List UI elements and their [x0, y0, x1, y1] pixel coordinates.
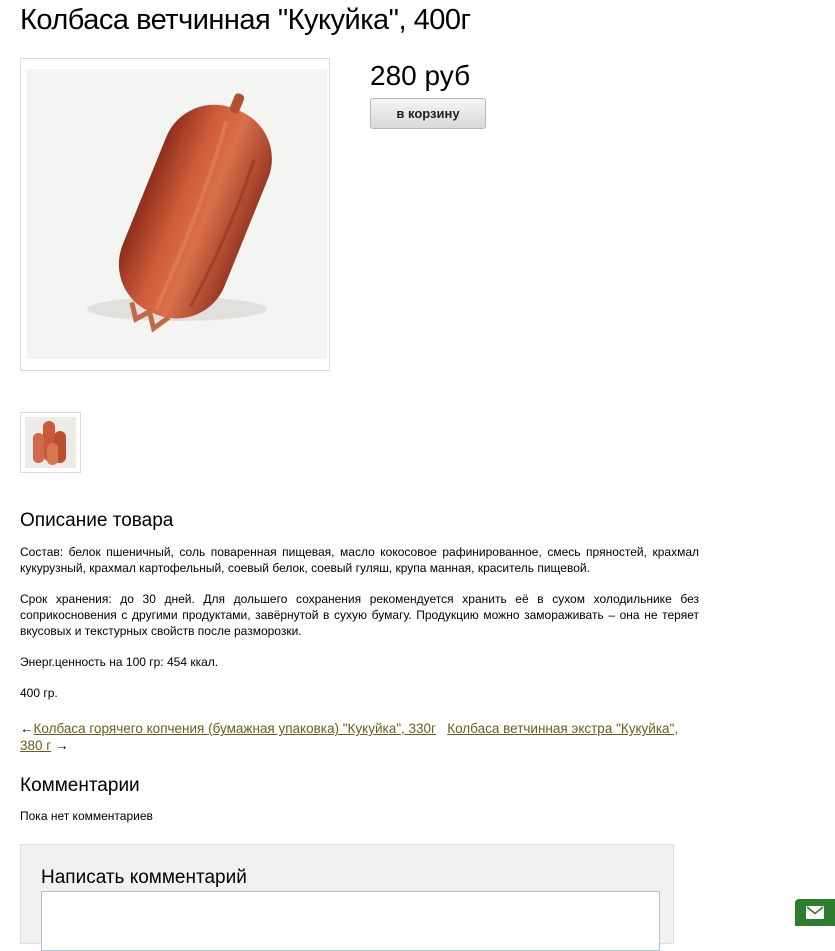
sausages-thumbnail-image [21, 413, 80, 472]
comment-form-title: Написать комментарий [41, 867, 247, 888]
no-comments-text: Пока нет комментариев [20, 809, 153, 823]
product-thumbnail[interactable] [20, 412, 81, 473]
description-weight: 400 гр. [20, 686, 58, 700]
comments-heading: Комментарии [20, 775, 140, 796]
description-storage: Срок хранения: до 30 дней. Для дольшего сохранения рекомендуется хранить её в сухом холодильнике без соприкосновения с другими продуктами, завёрнутой в сухую бумагу. Продукцию можно замораживать – она не теряет вкусовых и текстурных свойств после разморозки. [20, 592, 699, 638]
envelope-icon [806, 906, 824, 919]
product-navigation [20, 720, 699, 754]
product-price: 280 руб [370, 60, 471, 91]
sausage-photo [27, 69, 327, 359]
description-heading: Описание товара [20, 510, 174, 531]
comment-form [20, 844, 674, 944]
description-energy: Энерг.ценность на 100 гр: 454 ккал. [20, 655, 219, 669]
add-to-cart-button[interactable]: в корзину [370, 98, 486, 129]
product-title: Колбаса ветчинная "Кукуйка", 400г [20, 4, 471, 36]
prev-product-link[interactable]: Колбаса горячего копчения (бумажная упаковка) "Кукуйка", 330г [33, 721, 436, 736]
prev-arrow: ← [20, 721, 34, 736]
description-composition: Состав: белок пшеничный, соль поваренная пищевая, масло кокосовое рафинированное, смесь пряностей, крахмал кукурузный, крахмал картофельный, соевый белок, соевый гуляш, крупа манная, краситель пищевой. [20, 545, 699, 575]
product-main-image[interactable] [20, 58, 330, 371]
comment-textarea[interactable] [41, 891, 660, 951]
next-product-link[interactable]: Колбаса ветчинная экстра "Кукуйка", 380 г [20, 721, 679, 753]
next-arrow: → [54, 738, 69, 753]
mail-button[interactable] [795, 899, 835, 926]
